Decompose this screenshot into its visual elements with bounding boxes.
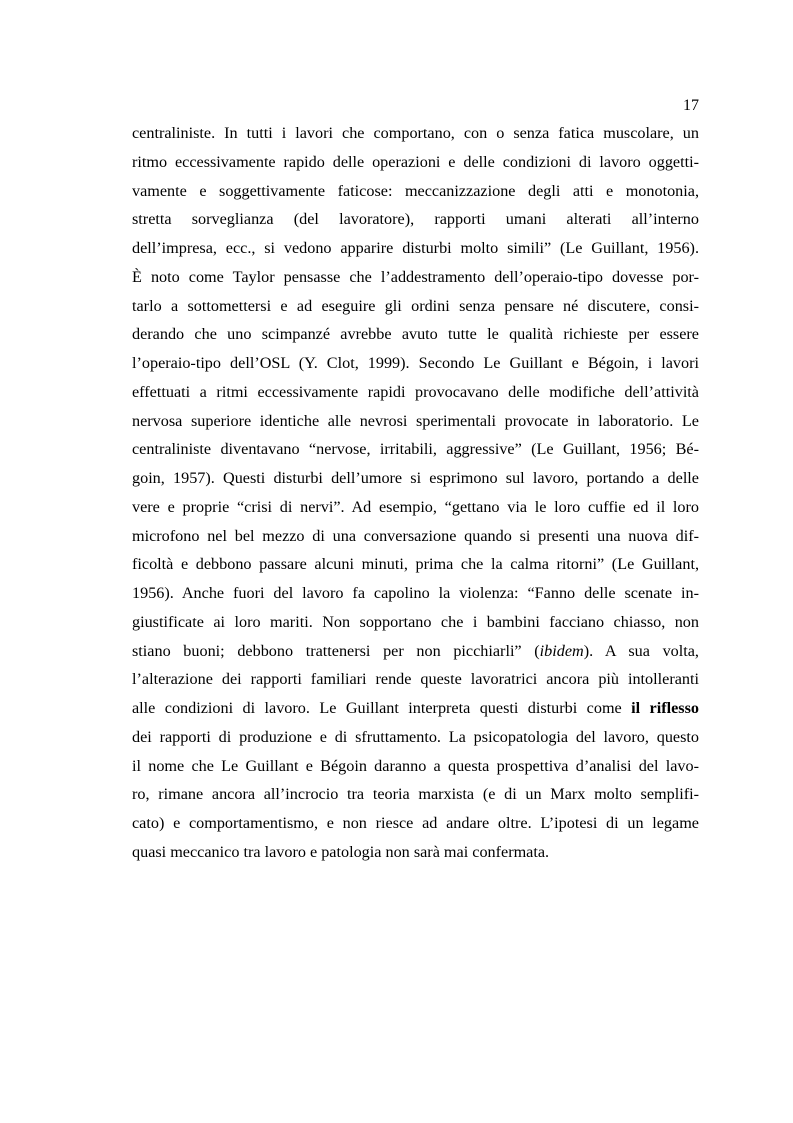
text-line: dell’impresa, ecc., si vedono apparire disturbi molto simili” (Le Guillant, 1956). bbox=[132, 239, 699, 257]
page-number: 17 bbox=[683, 97, 699, 114]
text-line: microfono nel bel mezzo di una conversazione quando si presenti una nuova dif- bbox=[132, 526, 699, 545]
text-run: alle condizioni di lavoro. Le Guillant interpreta questi disturbi come bbox=[132, 699, 632, 717]
ibidem-citation: ibidem bbox=[539, 641, 584, 660]
text-line-last: quasi meccanico tra lavoro e patologia non sarà mai confermata. bbox=[132, 842, 550, 861]
text-line: giustificate ai loro mariti. Non sopportano che i bambini facciano chiasso, non bbox=[132, 612, 699, 631]
text-line: nervosa superiore identiche alle nevrosi sperimentali provocate in laboratorio. Le bbox=[132, 411, 699, 430]
body-text bbox=[132, 119, 699, 867]
text-line bbox=[132, 637, 699, 666]
text-run: stiano buoni; debbono trattenersi per non picchiarli” ( bbox=[132, 641, 540, 660]
text-line: È noto come Taylor pensasse che l’addestramento dell’operaio-tipo dovesse por- bbox=[132, 267, 699, 286]
text-line: derando che uno scimpanzé avrebbe avuto tutte le qualità richieste per essere bbox=[132, 325, 699, 344]
text-run: ). A sua volta, bbox=[583, 641, 699, 660]
text-line: centraliniste diventavano “nervose, irritabili, aggressive” (Le Guillant, 1956; Bé- bbox=[132, 440, 699, 459]
text-line: ritmo eccessivamente rapido delle operazioni e delle condizioni di lavoro oggetti- bbox=[132, 152, 699, 171]
text-line: il nome che Le Guillant e Bégoin daranno a questa prospettiva d’analisi del lavo- bbox=[132, 756, 699, 775]
text-line: stretta sorveglianza (del lavoratore), rapporti umani alterati all’interno bbox=[132, 210, 699, 229]
text-line: dei rapporti di produzione e di sfruttamento. La psicopatologia del lavoro, questo bbox=[132, 727, 699, 746]
text-line bbox=[132, 694, 699, 723]
text-line: vamente e soggettivamente faticose: meccanizzazione degli atti e monotonia, bbox=[132, 181, 699, 200]
text-line: ficoltà e debbono passare alcuni minuti, prima che la calma ritorni” (Le Guillant, bbox=[132, 555, 699, 574]
text-line: l’operaio-tipo dell’OSL (Y. Clot, 1999). Secondo Le Guillant e Bégoin, i lavori bbox=[132, 354, 699, 372]
text-line: 1956). Anche fuori del lavoro fa capolino la violenza: “Fanno delle scenate in- bbox=[132, 584, 699, 602]
text-line: vere e proprie “crisi di nervi”. Ad esempio, “gettano via le loro cuffie ed il loro bbox=[132, 497, 699, 516]
text-line: centraliniste. In tutti i lavori che comportano, con o senza fatica muscolare, un bbox=[132, 124, 699, 142]
text-line: tarlo a sottomettersi e ad eseguire gli ordini senza pensare né discutere, consi- bbox=[132, 296, 699, 315]
text-line: goin, 1957). Questi disturbi dell’umore si esprimono sul lavoro, portando a delle bbox=[132, 469, 699, 487]
text-line: effettuati a ritmi eccessivamente rapidi provocavano delle modifiche dell’attività bbox=[132, 382, 699, 401]
bold-phrase: il riflesso bbox=[631, 699, 699, 717]
text-line: l’alterazione dei rapporti familiari rende queste lavoratrici ancora più intolleranti bbox=[132, 670, 699, 689]
text-line: ro, rimane ancora all’incrocio tra teoria marxista (e di un Marx molto semplifi- bbox=[132, 785, 699, 804]
text-line: cato) e comportamentismo, e non riesce ad andare oltre. L’ipotesi di un legame bbox=[132, 814, 699, 832]
